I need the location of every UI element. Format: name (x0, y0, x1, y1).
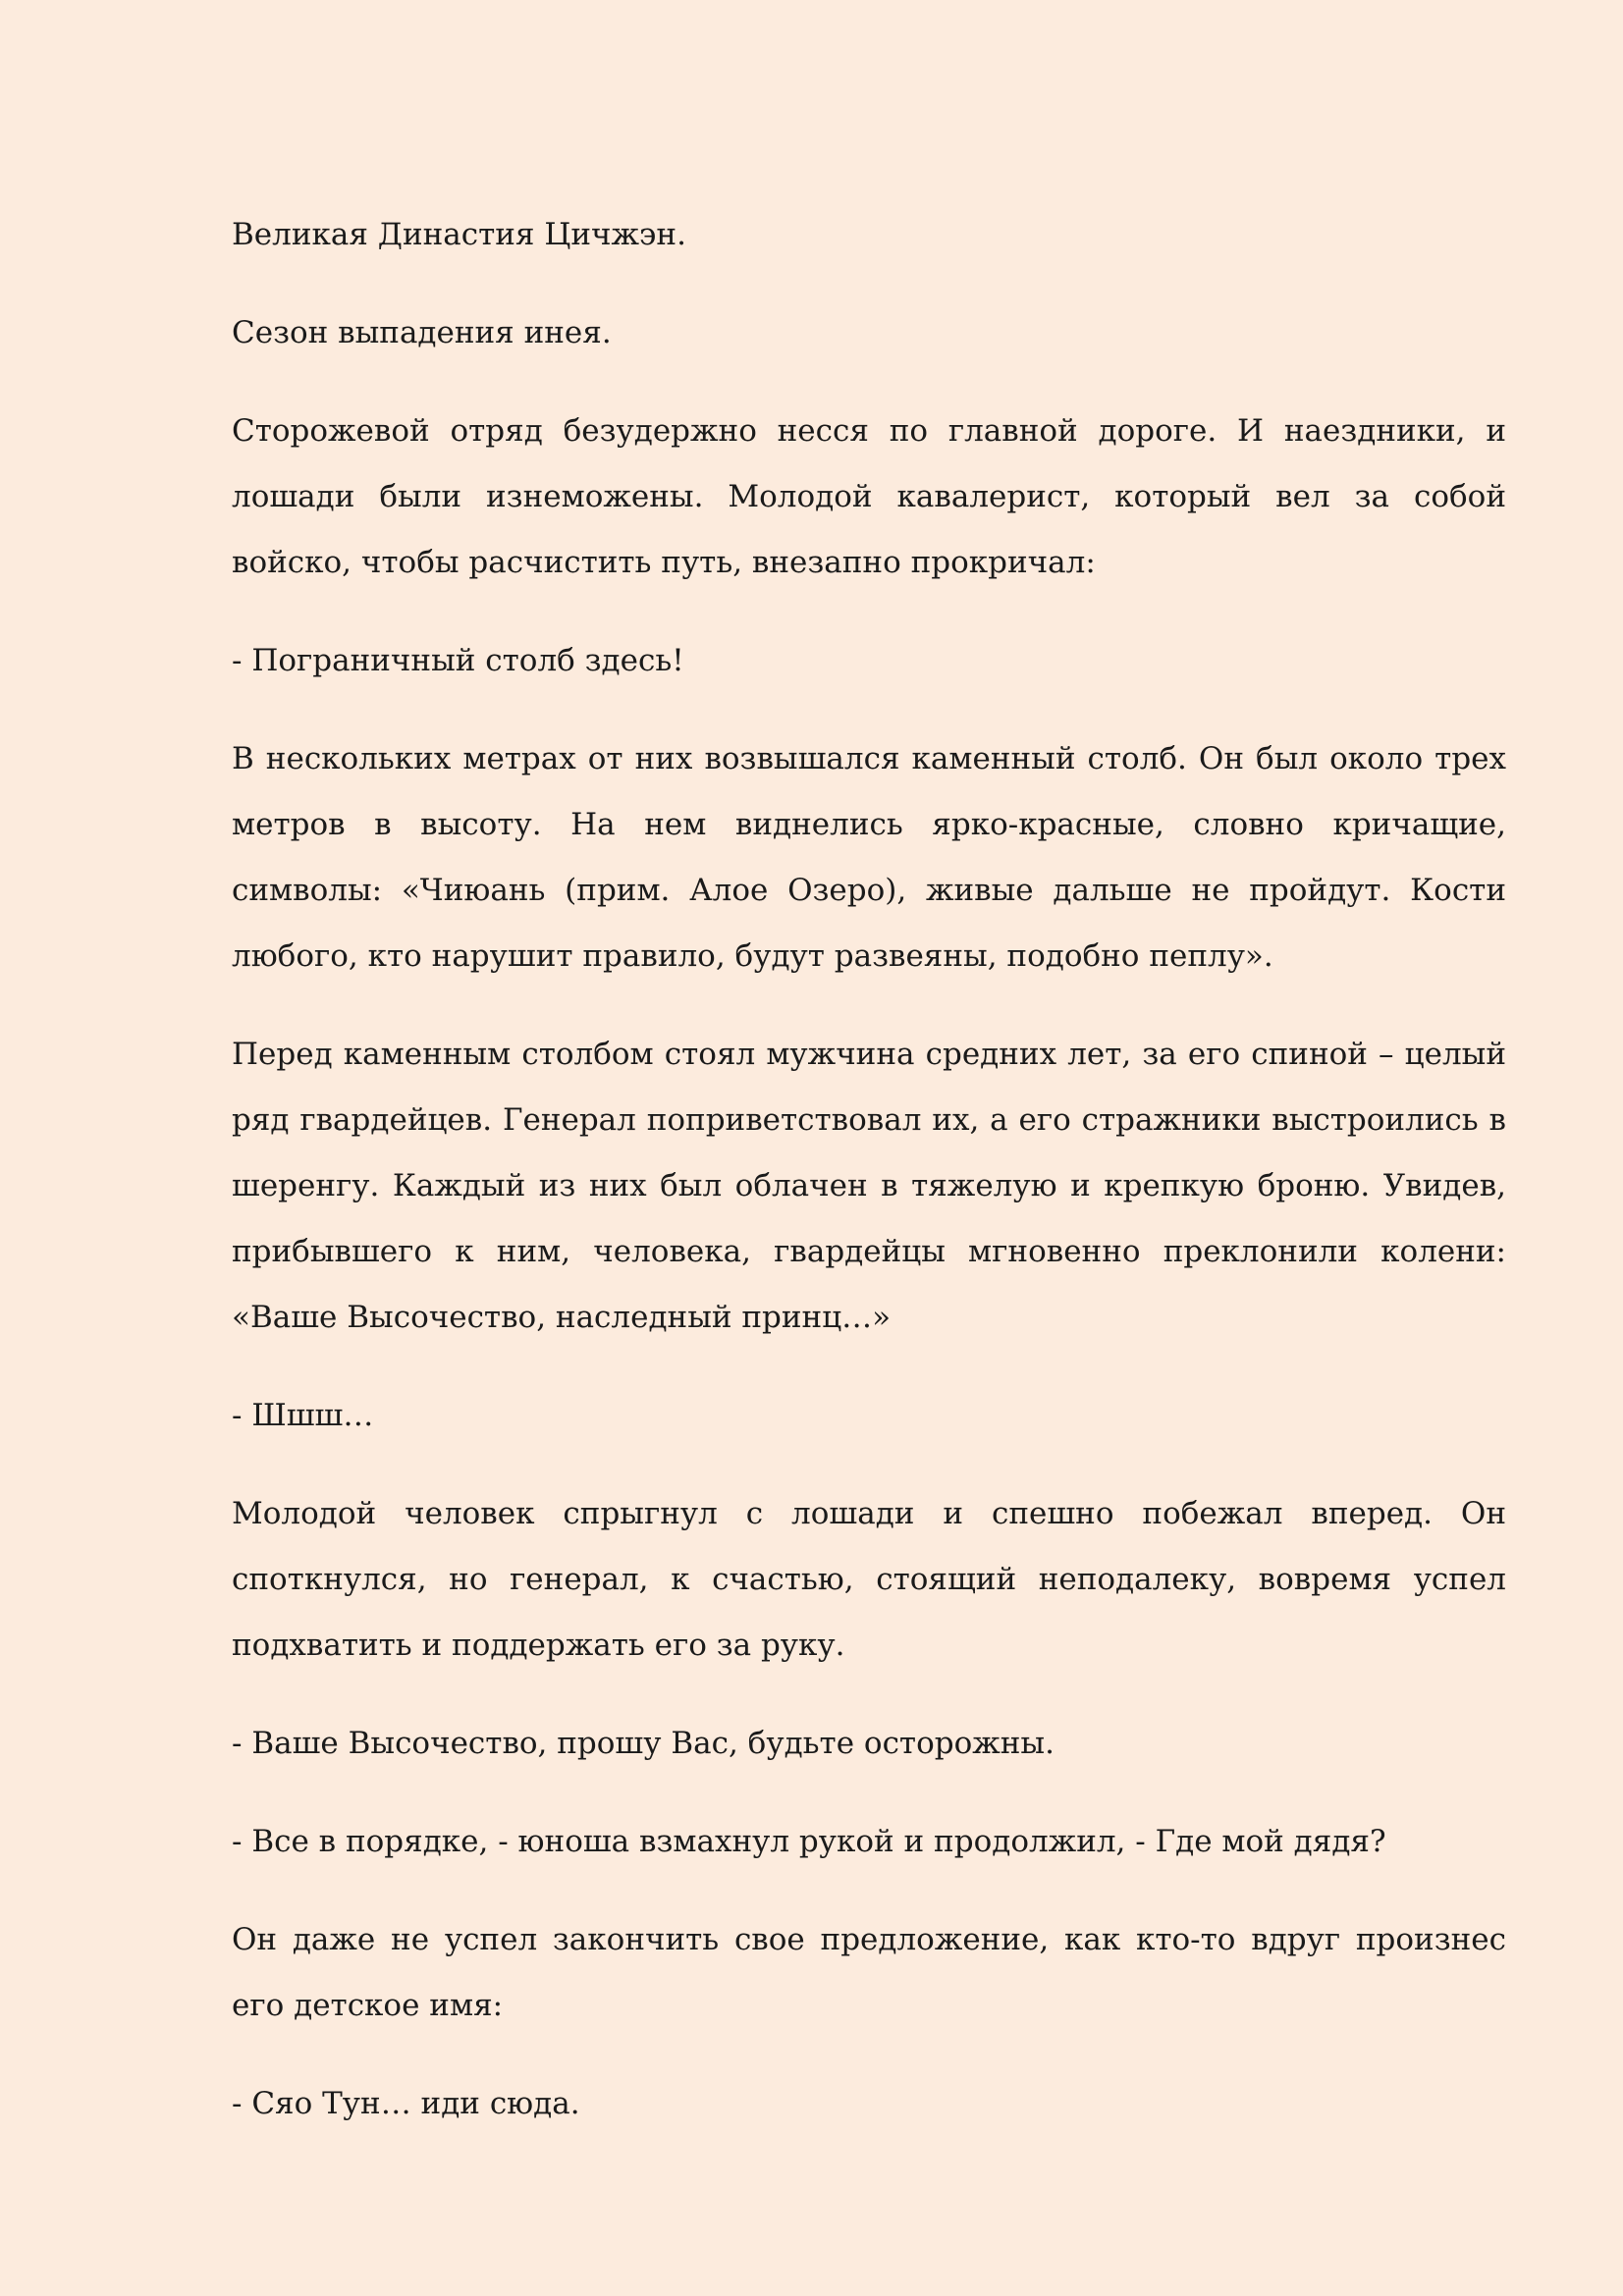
document-page (232, 202, 1506, 2169)
paragraph-xiao-tong: - Сяо Тун… иди сюда. (232, 2086, 580, 2121)
paragraph-uncle: - Все в порядке, - юноша взмахнул рукой и продолжил, - Где мой дядя? (232, 1824, 1386, 1859)
paragraph-season: Сезон выпадения инея. (232, 315, 612, 350)
paragraph-border-post: - Пограничный столб здесь! (232, 643, 684, 678)
paragraph-stone-pillar: В нескольких метрах от них возвышался каменный столб. Он был около трех метров в высоту. На нем виднелись ярко-красные, словно кричащие, символы: «Чиюань (прим. Алое Озеро), живые дальше не пройдут. Кости любого, кто нарушит правило, будут развеяны, подобно пеплу». (232, 741, 1506, 974)
paragraph-young-man: Молодой человек спрыгнул с лошади и спешно побежал вперед. Он споткнулся, но генерал, к счастью, стоящий неподалеку, вовремя успел подхватить и поддержать его за руку. (232, 1496, 1506, 1663)
paragraph-shh: - Шшш… (232, 1398, 374, 1433)
paragraph-careful: - Ваше Высочество, прошу Вас, будьте осторожны. (232, 1726, 1055, 1761)
paragraph-dynasty: Великая Династия Цичжэн. (232, 217, 686, 252)
paragraph-patrol: Сторожевой отряд безудержно несся по главной дороге. И наездники, и лошади были изнеможены. Молодой кавалерист, который вел за собой войско, чтобы расчистить путь, внезапно прокричал: (232, 413, 1506, 580)
paragraph-guards: Перед каменным столбом стоял мужчина средних лет, за его спиной – целый ряд гвардейцев. Генерал поприветствовал их, а его стражники выстроились в шеренгу. Каждый из них был облачен в тяжелую и крепкую броню. Увидев, прибывшего к ним, человека, гвардейцы мгновенно преклонили колени: «Ваше Высочество, наследный принц…» (232, 1037, 1506, 1335)
paragraph-childhood-name: Он даже не успел закончить свое предложение, как кто-то вдруг произнес его детское имя: (232, 1922, 1506, 2023)
